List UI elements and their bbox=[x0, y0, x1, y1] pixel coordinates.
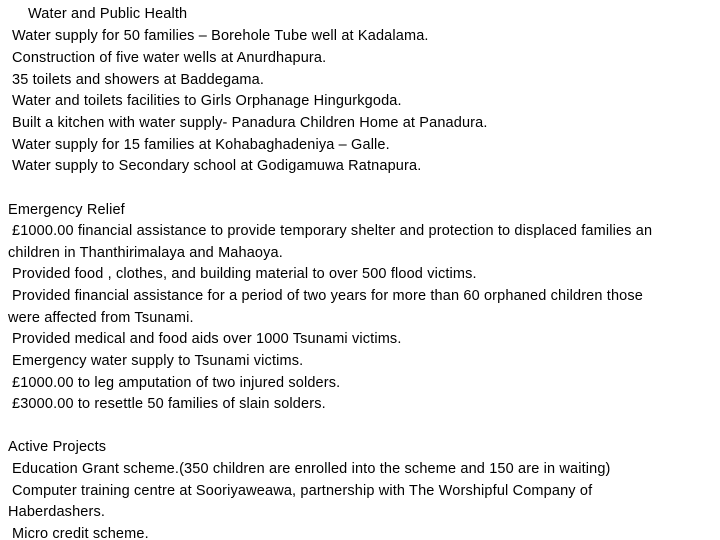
list-item: £1000.00 to leg amputation of two injured solders. bbox=[12, 375, 341, 391]
list-item: Water supply for 15 families at Kohabaghadeniya – Galle. bbox=[12, 137, 390, 153]
section-heading-active-projects: Active Projects bbox=[8, 439, 107, 455]
section-heading-emergency-relief: Emergency Relief bbox=[8, 202, 125, 218]
section-heading-water-public-health: Water and Public Health bbox=[28, 6, 188, 22]
list-item: 35 toilets and showers at Baddegama. bbox=[12, 72, 265, 88]
list-item: Micro credit scheme. bbox=[12, 526, 149, 540]
list-item: Provided food , clothes, and building material to over 500 flood victims. bbox=[12, 266, 477, 282]
list-item: children in Thanthirimalaya and Mahaoya. bbox=[8, 245, 283, 261]
list-item: were affected from Tsunami. bbox=[8, 310, 194, 326]
list-item: Education Grant scheme.(350 children are enrolled into the scheme and 150 are in waiting) bbox=[12, 461, 611, 477]
list-item: Computer training centre at Sooriyaweawa, partnership with The Worshipful Company of bbox=[12, 483, 593, 499]
list-item: Water supply to Secondary school at Godigamuwa Ratnapura. bbox=[12, 158, 422, 174]
list-item: Construction of five water wells at Anurdhapura. bbox=[12, 50, 327, 66]
list-item: Water supply for 50 families – Borehole Tube well at Kadalama. bbox=[12, 28, 429, 44]
list-item: Emergency water supply to Tsunami victims. bbox=[12, 353, 304, 369]
list-item: Built a kitchen with water supply- Panadura Children Home at Panadura. bbox=[12, 115, 488, 131]
list-item: £3000.00 to resettle 50 families of slain solders. bbox=[12, 396, 326, 412]
list-item: Provided medical and food aids over 1000 Tsunami victims. bbox=[12, 331, 402, 347]
list-item: Provided financial assistance for a period of two years for more than 60 orphaned children those bbox=[12, 288, 644, 304]
list-item: Water and toilets facilities to Girls Orphanage Hingurkgoda. bbox=[12, 93, 402, 109]
list-item: Haberdashers. bbox=[8, 504, 106, 520]
list-item: £1000.00 financial assistance to provide temporary shelter and protection to displaced families an bbox=[12, 223, 653, 239]
